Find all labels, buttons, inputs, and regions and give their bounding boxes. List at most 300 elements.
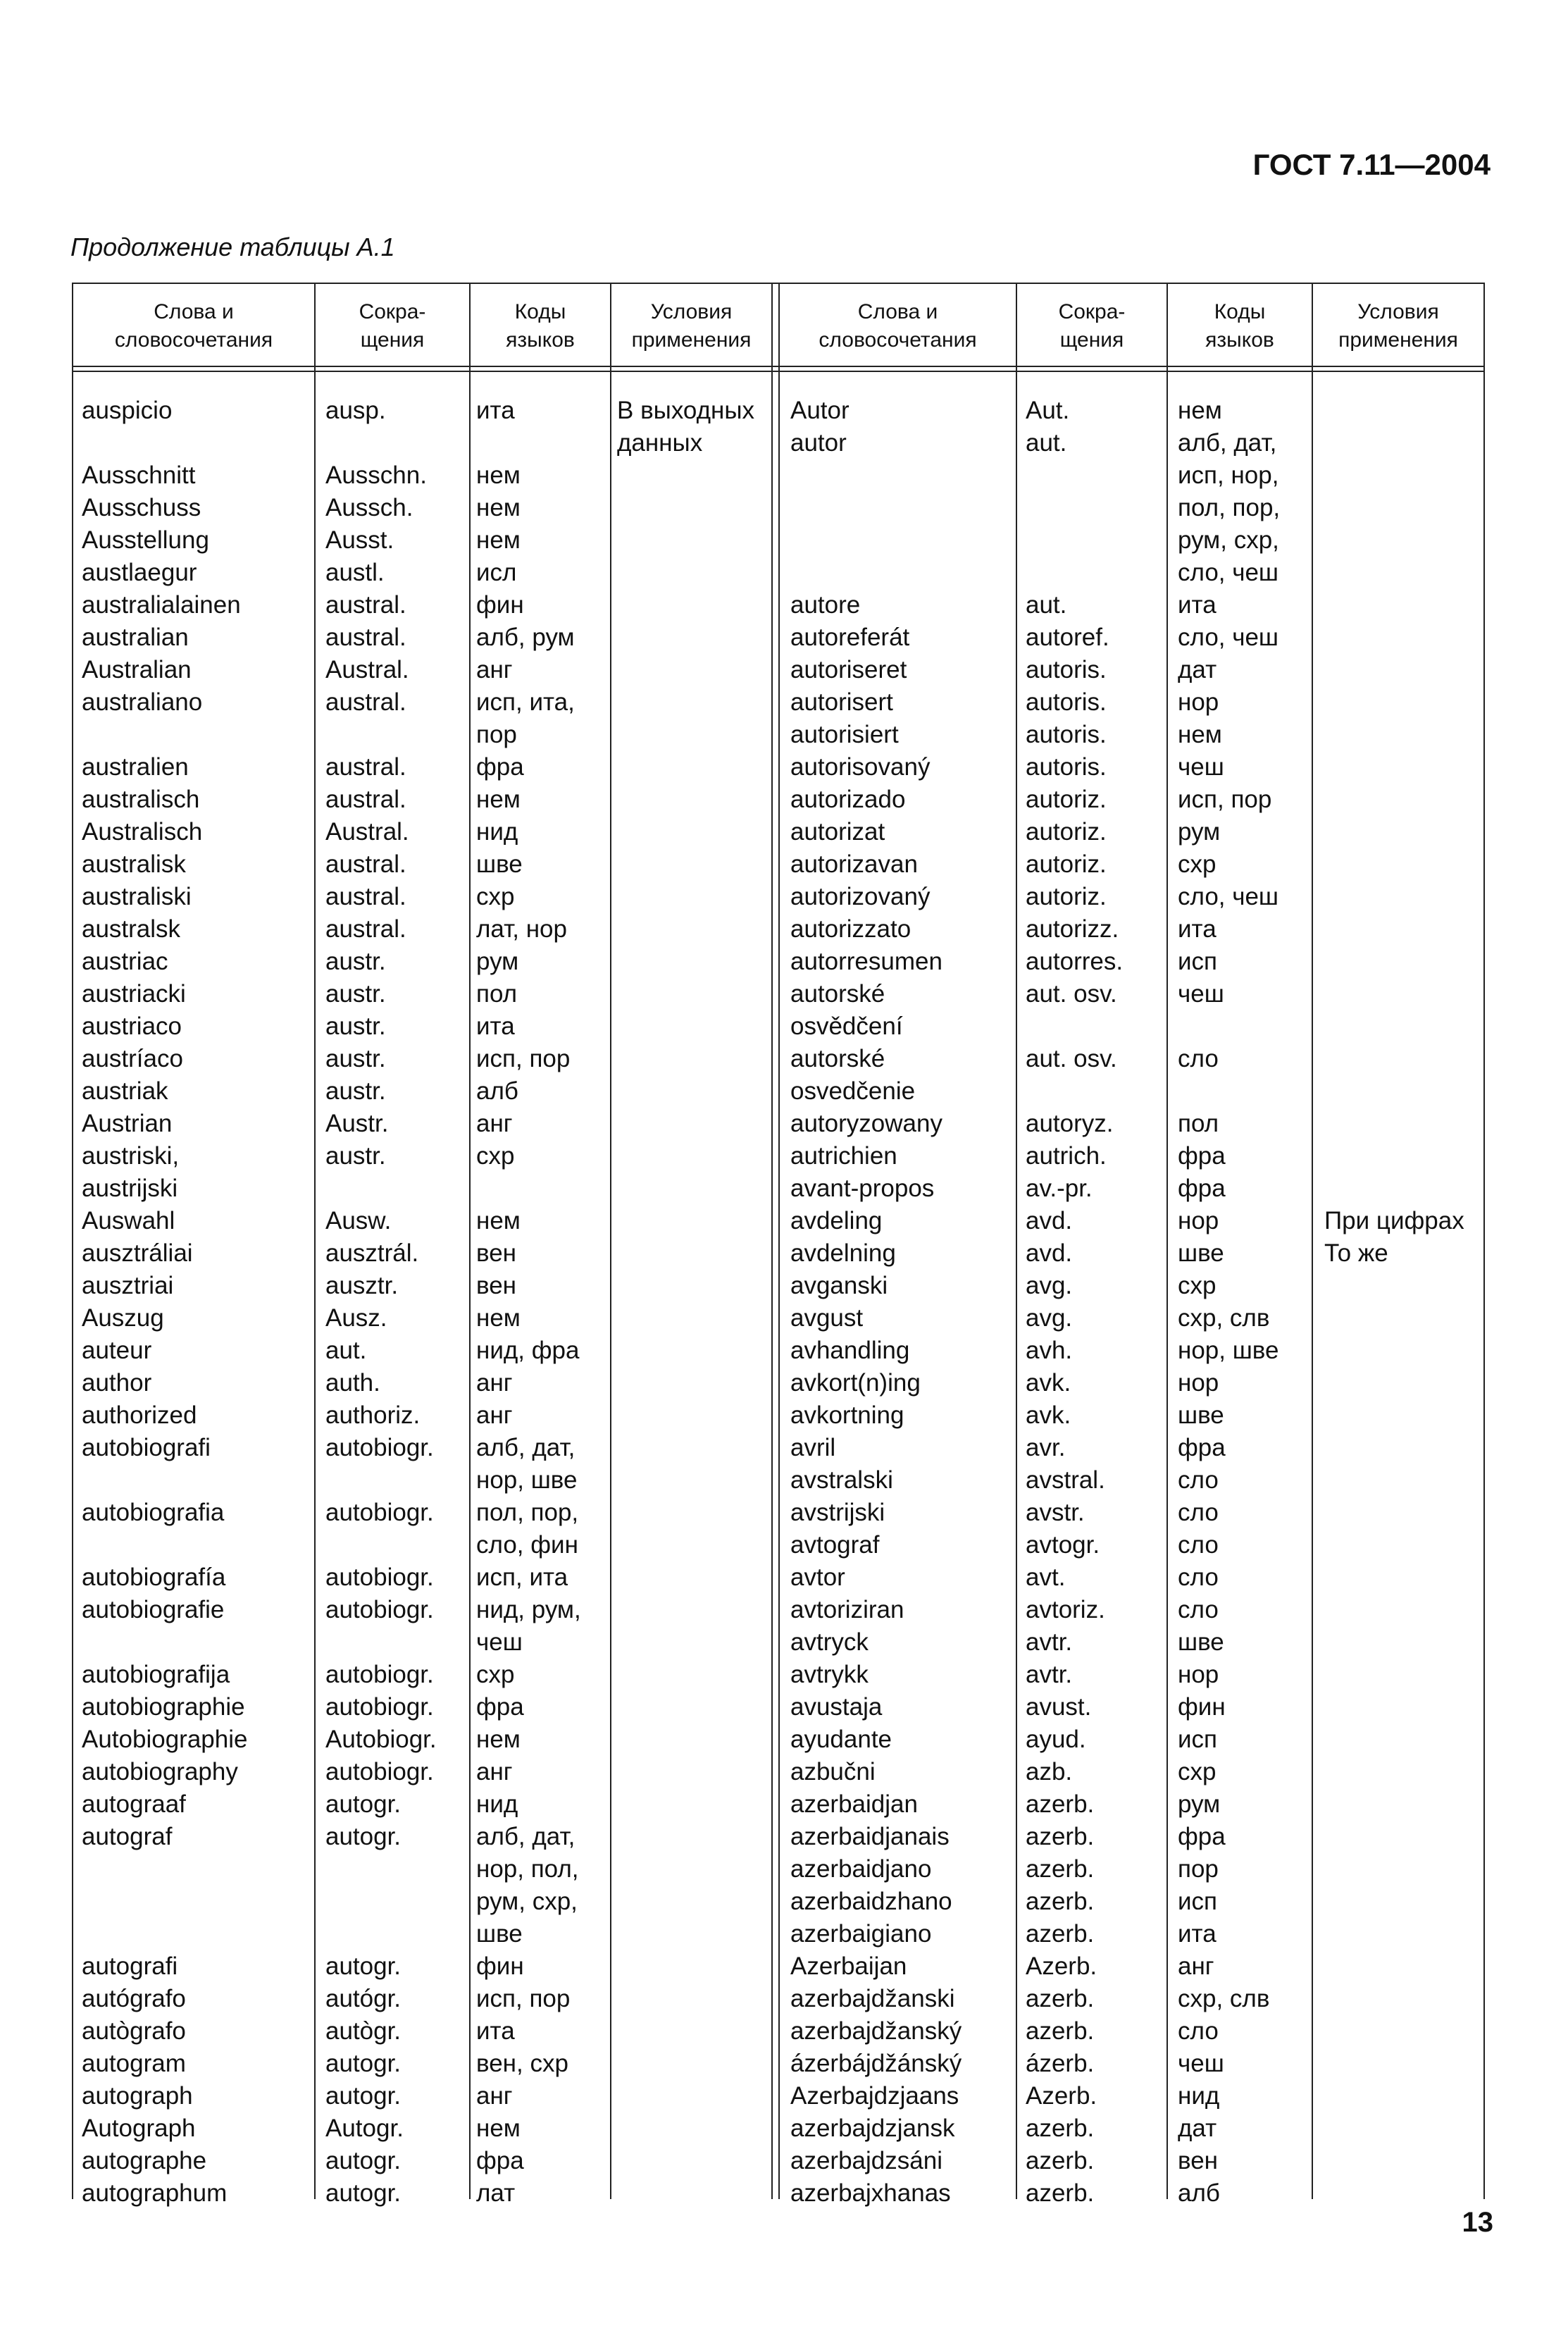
table-cell: autoris. [1026, 721, 1107, 748]
table-cell: australisk [82, 850, 186, 878]
table-cell: данных [617, 429, 703, 457]
table-cell: нор, пол, [476, 1855, 579, 1883]
table-cell: avganski [790, 1272, 888, 1299]
table-cell: схр [1178, 1272, 1217, 1299]
table-cell: autoris. [1026, 753, 1107, 781]
table-cell: нор [1178, 1661, 1219, 1688]
table-cell: autograaf [82, 1790, 186, 1818]
header-abbr: Сокра- щения [359, 300, 426, 352]
table-cell: autoreferát [790, 624, 910, 651]
table-cell: avril [790, 1434, 836, 1461]
table-cell: aut. [1026, 429, 1067, 457]
table-cell: сло, фин [476, 1531, 578, 1559]
table-cell: austriak [82, 1077, 168, 1105]
table-cell: australialainen [82, 591, 241, 619]
table-cell: Ausz. [325, 1304, 387, 1332]
header-double-rule [72, 371, 1485, 372]
table-cell: сло, чеш [1178, 624, 1279, 651]
table-cell: avstralski [790, 1466, 893, 1494]
table-cell: пол [1178, 1110, 1219, 1137]
table-cell: avustaja [790, 1693, 883, 1721]
table-cell: фра [1178, 1434, 1226, 1461]
table-cell: azerb. [1026, 1790, 1095, 1818]
table-cell [1324, 459, 1464, 492]
table-cell: исп [1178, 1888, 1218, 1915]
table-cell: autorské [790, 1045, 885, 1072]
table-cell: azerbaigiano [790, 1920, 932, 1948]
table-cell: сло [1178, 1045, 1219, 1072]
table-cell: ausztráliai [82, 1239, 193, 1267]
table-cell: aut. osv. [1026, 1045, 1117, 1072]
table-cell: алб [1178, 2179, 1220, 2207]
table-cell: azb. [1026, 1758, 1073, 1785]
table-cell [325, 1918, 437, 1950]
table-cell: austral. [325, 753, 406, 781]
table-cell: austr. [325, 1013, 386, 1040]
table-cell: azbučni [790, 1758, 876, 1785]
table-cell: нем [476, 526, 521, 554]
table-top-rule [72, 283, 1485, 284]
table-cell: исп, пор [476, 1985, 571, 2012]
table-cell: autorizz. [1026, 915, 1119, 943]
table-cell: azerbajdžanský [790, 2017, 962, 2045]
table-cell [476, 427, 581, 459]
table-cell: autobiogr. [325, 1564, 434, 1591]
table-cell: avk. [1026, 1369, 1071, 1397]
column-border [72, 283, 73, 2199]
table-cell [1324, 686, 1464, 719]
table-cell: australian [82, 624, 189, 651]
table-cell: сло [1178, 1596, 1219, 1623]
table-cell: azerb. [1026, 1888, 1095, 1915]
table-cell: ayud. [1026, 1726, 1086, 1753]
table-cell: autobiografie [82, 1596, 225, 1623]
table-cell: пол [476, 980, 518, 1008]
table-cell [82, 1529, 247, 1561]
table-cell: azerbaidjano [790, 1855, 932, 1883]
table-cell: анг [476, 656, 513, 683]
column-border [469, 283, 471, 2199]
table-cell [1324, 978, 1464, 1010]
table-cell: avd. [1026, 1207, 1073, 1234]
table-cell: чеш [1178, 980, 1224, 1008]
right-conditions-column [1324, 395, 1464, 1270]
table-cell: azerbajdzsáni [790, 2147, 942, 2174]
table-cell: avd. [1026, 1239, 1073, 1267]
header-rule [72, 366, 1485, 367]
table-cell [1324, 621, 1464, 654]
table-cell: При цифрах [1324, 1207, 1464, 1234]
table-cell: сло, чеш [1178, 883, 1279, 910]
table-cell: вен [1178, 2147, 1218, 2174]
table-cell: ита [476, 397, 515, 424]
table-cell [325, 427, 437, 459]
left-conditions-column [617, 395, 754, 459]
column-border [1483, 283, 1485, 2199]
table-cell: ausztr. [325, 1272, 399, 1299]
table-cell: нид, фра [476, 1337, 580, 1364]
table-cell: autorres. [1026, 948, 1124, 975]
table-cell: auteur [82, 1337, 152, 1364]
table-cell: autorisert [790, 688, 893, 716]
table-cell: анг [476, 1369, 513, 1397]
table-cell: Aussch. [325, 494, 413, 521]
table-cell: нор [1178, 1369, 1219, 1397]
table-cell: autobiografija [82, 1661, 230, 1688]
table-cell: ayudante [790, 1726, 892, 1753]
table-cell: Autobiographie [82, 1726, 248, 1753]
table-cell: auth. [325, 1369, 380, 1397]
table-cell: autorisiert [790, 721, 899, 748]
table-cell: алб, дат, [476, 1823, 575, 1850]
table-cell: исп, ита, [476, 688, 575, 716]
table-cell: Azerbajdzjaans [790, 2082, 959, 2110]
table-cell: нор [1178, 688, 1219, 716]
table-cell: autògrafo [82, 2017, 186, 2045]
table-cell: нор [1178, 1207, 1219, 1234]
table-cell: auspicio [82, 397, 173, 424]
table-cell: вен, схр [476, 2050, 568, 2077]
table-cell: лат [476, 2179, 516, 2207]
table-cell: autoriz. [1026, 818, 1107, 846]
table-cell: алб, рум [476, 624, 575, 651]
table-cell: aut. [1026, 591, 1067, 619]
table-cell: пор [476, 721, 517, 748]
table-cell: osvedčenie [790, 1077, 916, 1105]
table-cell [1026, 1010, 1123, 1043]
table-cell: australsk [82, 915, 181, 943]
table-cell: дат [1178, 2115, 1217, 2142]
table-cell: ита [476, 2017, 515, 2045]
table-cell: australien [82, 753, 189, 781]
table-cell: фин [1178, 1693, 1226, 1721]
table-cell [325, 719, 437, 751]
table-cell [1026, 459, 1123, 492]
table-cell: avh. [1026, 1337, 1073, 1364]
table-cell: Autobiogr. [325, 1726, 437, 1753]
table-cell: сло [1178, 1499, 1219, 1526]
table-cell: Ausschuss [82, 494, 201, 521]
table-cell [1324, 1043, 1464, 1075]
table-cell: avtor [790, 1564, 845, 1591]
table-cell [790, 524, 962, 557]
table-cell: нем [476, 462, 521, 489]
table-cell: autobiographie [82, 1693, 245, 1721]
table-cell: autoriz. [1026, 850, 1107, 878]
table-cell: austral. [325, 591, 406, 619]
table-cell [82, 1464, 247, 1497]
table-cell: autoriz. [1026, 883, 1107, 910]
table-cell: схр [476, 1142, 515, 1170]
table-cell: Ausst. [325, 526, 394, 554]
table-cell [1324, 913, 1464, 946]
table-cell: autografi [82, 1952, 178, 1980]
table-cell: Australian [82, 656, 192, 683]
table-cell: azerb. [1026, 2179, 1095, 2207]
table-cell: austr. [325, 948, 386, 975]
table-cell: autobiography [82, 1758, 238, 1785]
table-cell: autógrafo [82, 1985, 186, 2012]
table-cell: autographum [82, 2179, 228, 2207]
table-cell: australiski [82, 883, 192, 910]
table-cell: Ausw. [325, 1207, 392, 1234]
table-cell [1324, 427, 1464, 459]
table-cell: фра [476, 753, 524, 781]
table-cell: avkortning [790, 1401, 904, 1429]
table-cell: исп, пор [1178, 786, 1272, 813]
table-cell: austral. [325, 786, 406, 813]
right-abbr-column [1026, 395, 1123, 2210]
table-cell: нем [476, 494, 521, 521]
table-cell: нем [476, 1726, 521, 1753]
table-cell: Austrian [82, 1110, 173, 1137]
table-cell [1026, 492, 1123, 524]
table-cell: azerbajdzjansk [790, 2115, 955, 2142]
left-abbr-column [325, 395, 437, 2210]
table-cell: austrijski [82, 1175, 178, 1202]
table-cell: autore [790, 591, 861, 619]
column-border [1166, 283, 1168, 2199]
table-cell: исп [1178, 1726, 1218, 1753]
table-cell: autrich. [1026, 1142, 1107, 1170]
table-cell [82, 1886, 247, 1918]
table-cell: avgust [790, 1304, 864, 1332]
table-cell: austr. [325, 1077, 386, 1105]
table-cell: исп [1178, 948, 1218, 975]
table-cell: Austr. [325, 1110, 389, 1137]
table-cell: autor [790, 429, 847, 457]
table-cell: autrichien [790, 1142, 897, 1170]
table-cell: схр [476, 1661, 515, 1688]
left-codes-column [476, 395, 581, 2210]
table-cell: вен [476, 1272, 516, 1299]
table-cell: austriac [82, 948, 168, 975]
table-cell: сло [1178, 1531, 1219, 1559]
table-cell: Ausschn. [325, 462, 427, 489]
header-codes: Коды языков [1205, 300, 1274, 352]
table-cell: autogr. [325, 1952, 402, 1980]
table-cell: исп, пор [476, 1045, 571, 1072]
header-words: Слова и словосочетания [114, 300, 273, 352]
table-cell: алб, дат, [1178, 429, 1277, 457]
table-cell: алб, дат, [476, 1434, 575, 1461]
table-cell [1324, 1172, 1464, 1205]
table-cell: austral. [325, 850, 406, 878]
table-cell: azerbaidjanais [790, 1823, 950, 1850]
table-cell [82, 427, 247, 459]
table-cell: avtrykk [790, 1661, 869, 1688]
table-cell [1324, 946, 1464, 978]
table-cell [82, 1853, 247, 1886]
table-cell [1324, 654, 1464, 686]
table-cell: сло [1178, 1466, 1219, 1494]
table-cell: avtogr. [1026, 1531, 1100, 1559]
table-cell: austl. [325, 559, 385, 586]
table-cell: анг [476, 1401, 513, 1429]
table-cell: шве [476, 850, 523, 878]
table-cell: autobiografía [82, 1564, 226, 1591]
table-cell: ausp. [325, 397, 386, 424]
table-cell: ита [1178, 915, 1217, 943]
table-cell: схр [1178, 850, 1217, 878]
table-continuation-caption: Продолжение таблицы А.1 [70, 233, 395, 261]
table-cell: нем [1178, 397, 1222, 424]
table-cell: austriacki [82, 980, 186, 1008]
table-cell: autobiogr. [325, 1758, 434, 1785]
header-codes: Коды языков [506, 300, 575, 352]
table-cell: autoris. [1026, 688, 1107, 716]
table-cell: схр [1178, 1758, 1217, 1785]
table-cell: avtryck [790, 1628, 869, 1656]
table-cell: aut. [325, 1337, 367, 1364]
table-cell: austriski, [82, 1142, 180, 1170]
left-words-column [82, 395, 247, 2210]
table-cell [1178, 1075, 1280, 1108]
table-cell: Auszug [82, 1304, 164, 1332]
table-cell: нид [1178, 2082, 1220, 2110]
table-cell: фра [1178, 1142, 1226, 1170]
table-cell: austlaegur [82, 559, 197, 586]
table-cell: osvědčení [790, 1013, 903, 1040]
table-cell: autògr. [325, 2017, 402, 2045]
table-cell: aut. osv. [1026, 980, 1117, 1008]
table-cell: шве [1178, 1628, 1224, 1656]
table-cell: В выходных [617, 397, 755, 424]
table-cell [790, 492, 962, 524]
table-cell: autoris. [1026, 656, 1107, 683]
table-cell: autorizado [790, 786, 906, 813]
table-cell: avk. [1026, 1401, 1071, 1429]
table-cell: avstr. [1026, 1499, 1085, 1526]
table-cell: autogr. [325, 2147, 402, 2174]
table-cell: autogram [82, 2050, 186, 2077]
table-cell: чеш [1178, 753, 1224, 781]
table-cell [1178, 1010, 1280, 1043]
table-cell: autogr. [325, 1823, 402, 1850]
table-cell: анг [476, 1758, 513, 1785]
table-cell: autorizzato [790, 915, 911, 943]
table-cell [325, 1529, 437, 1561]
table-cell: сло, чеш [1178, 559, 1279, 586]
table-cell: austr. [325, 980, 386, 1008]
table-cell: Azerb. [1026, 1952, 1097, 1980]
table-cell: azerb. [1026, 1855, 1095, 1883]
table-cell [82, 1918, 247, 1950]
table-cell: autobiografi [82, 1434, 211, 1461]
header-words: Слова и словосочетания [819, 300, 977, 352]
table-cell: рум [476, 948, 519, 975]
table-cell: australisch [82, 786, 200, 813]
table-cell: autoryz. [1026, 1110, 1114, 1137]
table-cell: autogr. [325, 2050, 402, 2077]
table-cell: Azerb. [1026, 2082, 1097, 2110]
table-cell: фра [1178, 1823, 1226, 1850]
table-cell: сло [1178, 1564, 1219, 1591]
table-cell: фра [476, 1693, 524, 1721]
table-cell: avant-propos [790, 1175, 935, 1202]
table-cell: authoriz. [325, 1401, 421, 1429]
table-cell: нор, шве [476, 1466, 578, 1494]
column-border [1016, 283, 1017, 2199]
table-cell [1324, 719, 1464, 751]
table-cell: autorské [790, 980, 885, 1008]
table-cell [325, 1464, 437, 1497]
table-cell [1026, 1075, 1123, 1108]
table-cell: анг [476, 1110, 513, 1137]
table-cell: autograph [82, 2082, 193, 2110]
table-cell: autogr. [325, 2082, 402, 2110]
table-cell: australiano [82, 688, 203, 716]
table-cell: нид [476, 1790, 518, 1818]
table-cell: рум, схр, [1178, 526, 1279, 554]
table-cell: нем [476, 786, 521, 813]
table-cell: схр [476, 883, 515, 910]
table-cell: пол, пор, [476, 1499, 579, 1526]
table-cell [1324, 751, 1464, 784]
table-cell: autoriseret [790, 656, 907, 683]
table-cell: avtoriz. [1026, 1596, 1105, 1623]
table-cell: autorizovaný [790, 883, 931, 910]
table-cell: чеш [476, 1628, 523, 1656]
page-number: 13 [1462, 2207, 1493, 2238]
table-cell: avtr. [1026, 1628, 1073, 1656]
table-cell [1324, 848, 1464, 881]
column-border [610, 283, 611, 2199]
table-cell: avkort(n)ing [790, 1369, 921, 1397]
table-cell [790, 459, 962, 492]
table-cell: чеш [1178, 2050, 1224, 2077]
table-cell: Auswahl [82, 1207, 175, 1234]
table-cell [1324, 1108, 1464, 1140]
table-cell: azerb. [1026, 1823, 1095, 1850]
table-cell: нем [476, 1304, 521, 1332]
table-cell: autorizat [790, 818, 885, 846]
column-border [1312, 283, 1313, 2199]
table-cell: шве [1178, 1401, 1224, 1429]
table-cell: autobiogr. [325, 1661, 434, 1688]
table-cell: Azerbaijan [790, 1952, 907, 1980]
table-cell: austral. [325, 915, 406, 943]
table-cell: Ausstellung [82, 526, 209, 554]
table-cell: autorisovaný [790, 753, 931, 781]
table-cell: avtoriziran [790, 1596, 904, 1623]
table-cell: ázerb. [1026, 2050, 1095, 2077]
table-cell: схр, слв [1178, 1304, 1270, 1332]
table-cell: austr. [325, 1045, 386, 1072]
header-conditions: Условия применения [1338, 300, 1458, 352]
table-cell: av.-pr. [1026, 1175, 1093, 1202]
table-cell: avtr. [1026, 1661, 1073, 1688]
table-cell: лат, нор [476, 915, 567, 943]
table-cell: пор [1178, 1855, 1219, 1883]
table-cell: нид [476, 818, 518, 846]
table-cell: алб [476, 1077, 518, 1105]
table-cell: avust. [1026, 1693, 1092, 1721]
table-cell: autobiogr. [325, 1434, 434, 1461]
table-cell: фра [476, 2147, 524, 2174]
table-cell: Aut. [1026, 397, 1070, 424]
table-cell: azerbajxhanas [790, 2179, 951, 2207]
table-cell: ázerbájdžánský [790, 2050, 962, 2077]
table-cell: нор, шве [1178, 1337, 1279, 1364]
right-words-column [790, 395, 962, 2210]
table-cell: нем [476, 2115, 521, 2142]
table-cell [82, 1626, 247, 1659]
table-cell: Austral. [325, 656, 409, 683]
table-cell: austríaco [82, 1045, 183, 1072]
table-cell: схр, слв [1178, 1985, 1270, 2012]
header-abbr: Сокра- щения [1058, 300, 1126, 352]
